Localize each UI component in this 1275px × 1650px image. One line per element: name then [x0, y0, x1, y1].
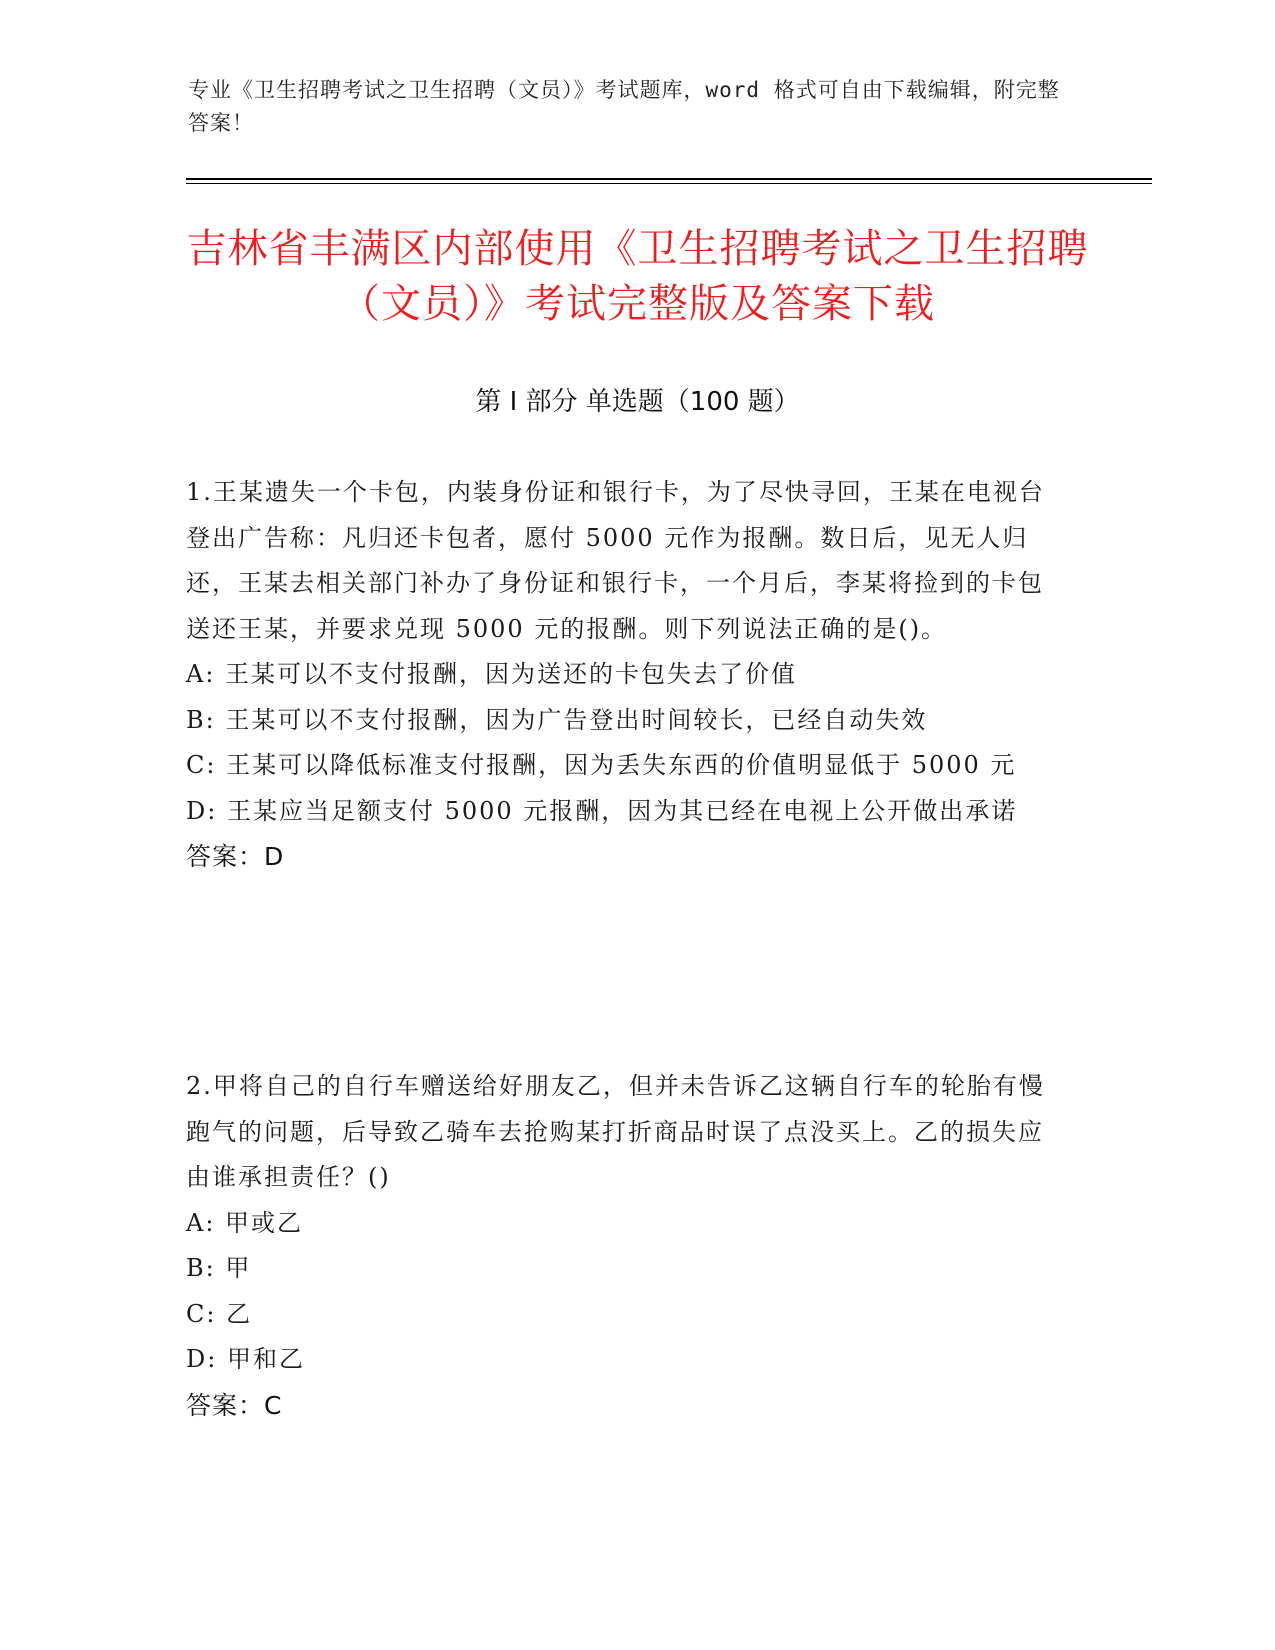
option-b: B: 王某可以不支付报酬，因为广告登出时间较长，已经自动失效: [186, 705, 928, 734]
section-heading: 第 I 部分 单选题（100 题）: [475, 387, 800, 417]
option-d: D: 甲和乙: [186, 1345, 305, 1373]
header-note: 专业《卫生招聘考试之卫生招聘（文员）》考试题库，word 格式可自由下载编辑，附完整答案！: [188, 78, 1060, 135]
document-title: 吉林省丰满区内部使用《卫生招聘考试之卫生招聘（文员）》考试完整版及答案下载: [186, 226, 1089, 327]
option-a: A: 甲或乙: [186, 1208, 304, 1237]
answer: 答案：D: [186, 842, 285, 871]
option-b: B: 甲: [186, 1254, 252, 1282]
question-2: [186, 1064, 1066, 1429]
header-divider-thin: [186, 183, 1152, 184]
option-d: D: 王某应当足额支付 5000 元报酬，因为其已经在电视上公开做出承诺: [186, 796, 1018, 825]
option-a: A: 王某可以不支付报酬，因为送还的卡包失去了价值: [186, 660, 798, 688]
question-stem: 2.甲将自己的自行车赠送给好朋友乙，但并未告诉乙这辆自行车的轮胎有慢跑气的问题，后导致乙骑车去抢购某打折商品时误了点没买上。乙的损失应由谁承担责任？(): [186, 1072, 1045, 1191]
header-divider-thick: [186, 178, 1152, 180]
option-c: C: 王某可以降低标准支付报酬，因为丢失东西的价值明显低于 5000 元: [186, 751, 1017, 779]
answer: 答案：C: [186, 1390, 283, 1420]
question-1: [186, 470, 1066, 880]
question-stem: 1.王某遗失一个卡包，内装身份证和银行卡，为了尽快寻回，王某在电视台登出广告称：凡归还卡包者，愿付 5000 元作为报酬。数日后，见无人归还，王某去相关部门补办了身份证和银行卡，一个月后，李某将捡到的卡包送还王某，并要求兑现 5000 元的报酬。则下列说法正确的是()。: [186, 478, 1045, 643]
option-c: C: 乙: [186, 1299, 253, 1328]
